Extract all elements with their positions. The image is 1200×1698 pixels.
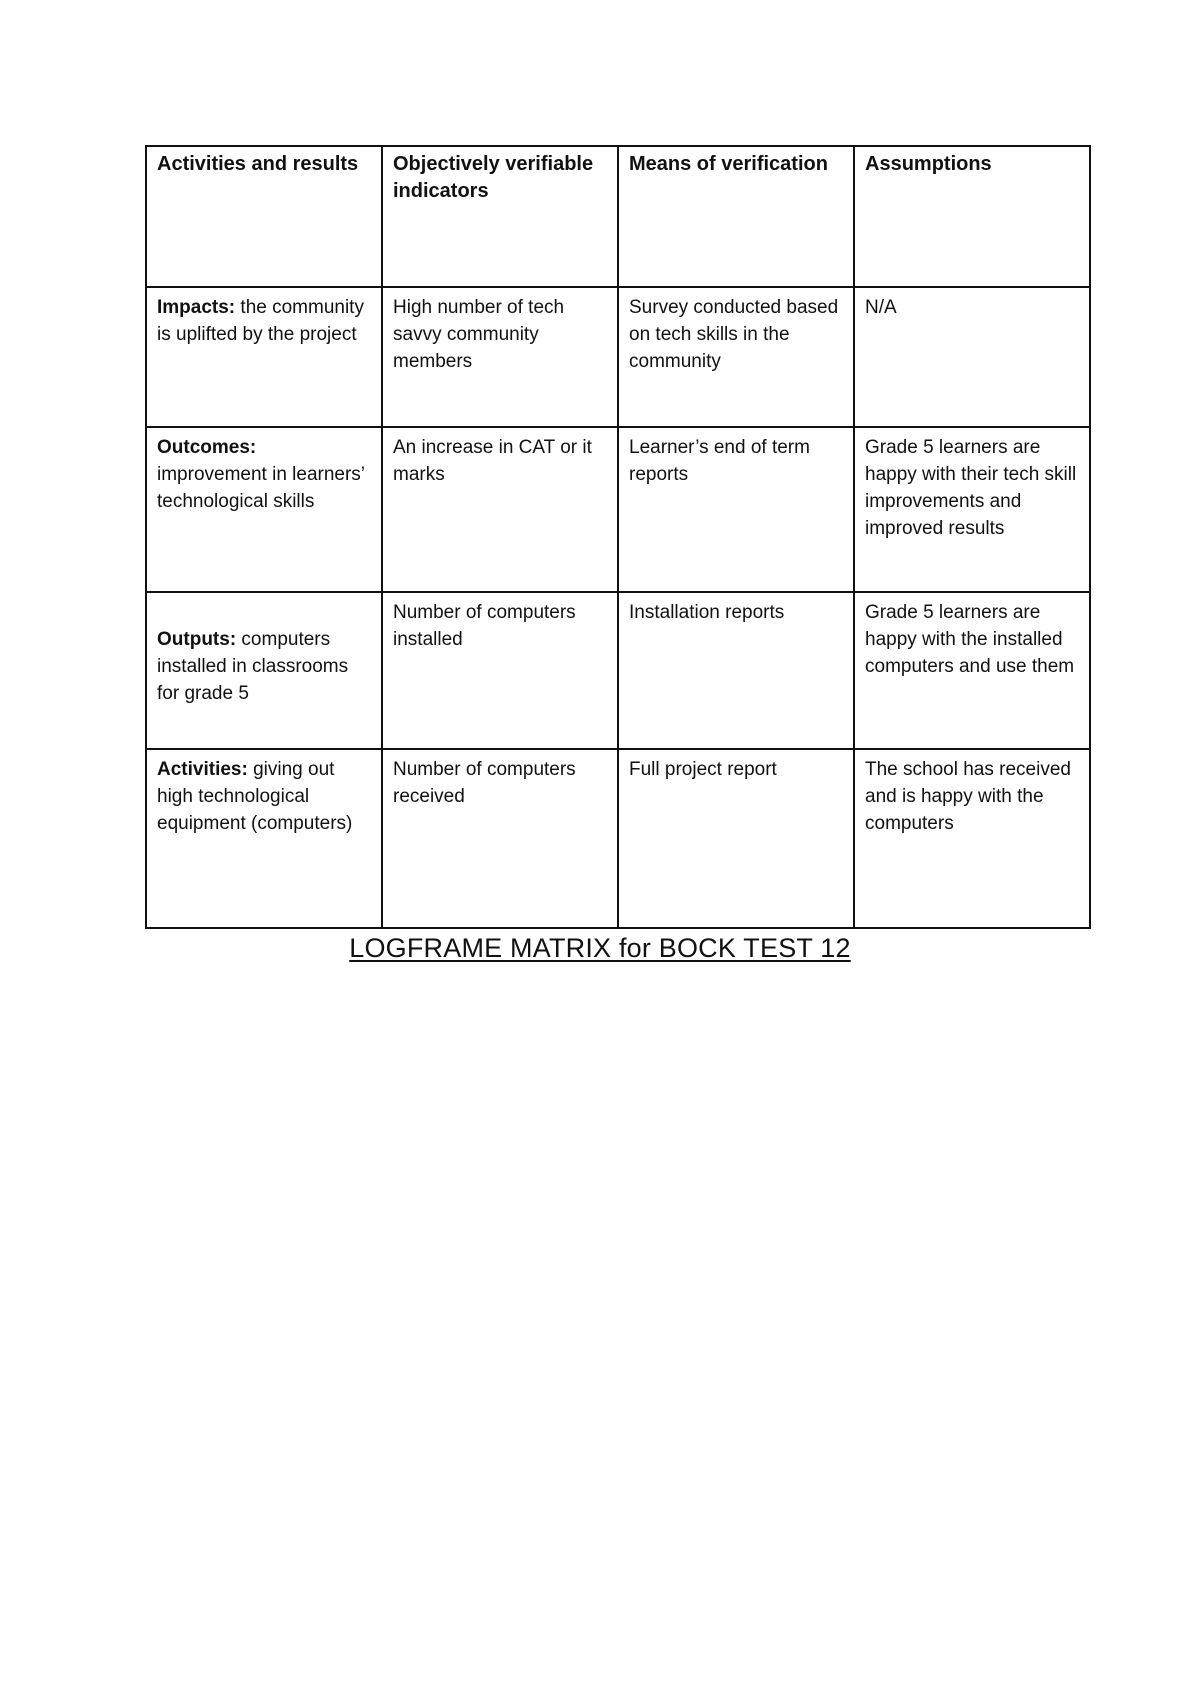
cell-assumptions: N/A bbox=[854, 287, 1090, 427]
cell-spacer bbox=[157, 599, 371, 626]
header-indicators: Objectively verifiable indicators bbox=[382, 146, 618, 287]
cell-activity bbox=[146, 287, 382, 427]
row-label: Outcomes: bbox=[157, 437, 257, 458]
row-label: Outputs: bbox=[157, 629, 237, 650]
row-description: the community is uplifted by the project bbox=[157, 297, 364, 345]
table-row bbox=[146, 287, 1090, 427]
document-title: LOGFRAME MATRIX for BOCK TEST 12 bbox=[349, 933, 851, 963]
cell-verification: Learner’s end of term reports bbox=[618, 427, 854, 592]
table-row bbox=[146, 749, 1090, 928]
cell-assumptions: The school has received and is happy with the computers bbox=[854, 749, 1090, 928]
cell-assumptions: Grade 5 learners are happy with the installed computers and use them bbox=[854, 592, 1090, 749]
row-description: giving out high technological equipment (computers) bbox=[157, 759, 353, 834]
cell-verification: Installation reports bbox=[618, 592, 854, 749]
cell-activity bbox=[146, 749, 382, 928]
cell-verification: Full project report bbox=[618, 749, 854, 928]
row-label: Impacts: bbox=[157, 297, 236, 318]
row-description: improvement in learners’ technological skills bbox=[157, 464, 365, 512]
logframe-table bbox=[145, 145, 1091, 929]
table-row bbox=[146, 427, 1090, 592]
row-label: Activities: bbox=[157, 759, 248, 780]
cell-indicators: An increase in CAT or it marks bbox=[382, 427, 618, 592]
cell-verification: Survey conducted based on tech skills in the community bbox=[618, 287, 854, 427]
row-description: computers installed in classrooms for grade 5 bbox=[157, 629, 349, 704]
header-activities-results: Activities and results bbox=[146, 146, 382, 287]
table-row bbox=[146, 592, 1090, 749]
cell-indicators: High number of tech savvy community members bbox=[382, 287, 618, 427]
cell-indicators: Number of computers installed bbox=[382, 592, 618, 749]
header-means-of-verification: Means of verification bbox=[618, 146, 854, 287]
cell-indicators: Number of computers received bbox=[382, 749, 618, 928]
cell-assumptions: Grade 5 learners are happy with their tech skill improvements and improved results bbox=[854, 427, 1090, 592]
table-header-row bbox=[146, 146, 1090, 287]
cell-activity bbox=[146, 592, 382, 749]
header-assumptions: Assumptions bbox=[854, 146, 1090, 287]
cell-activity bbox=[146, 427, 382, 592]
